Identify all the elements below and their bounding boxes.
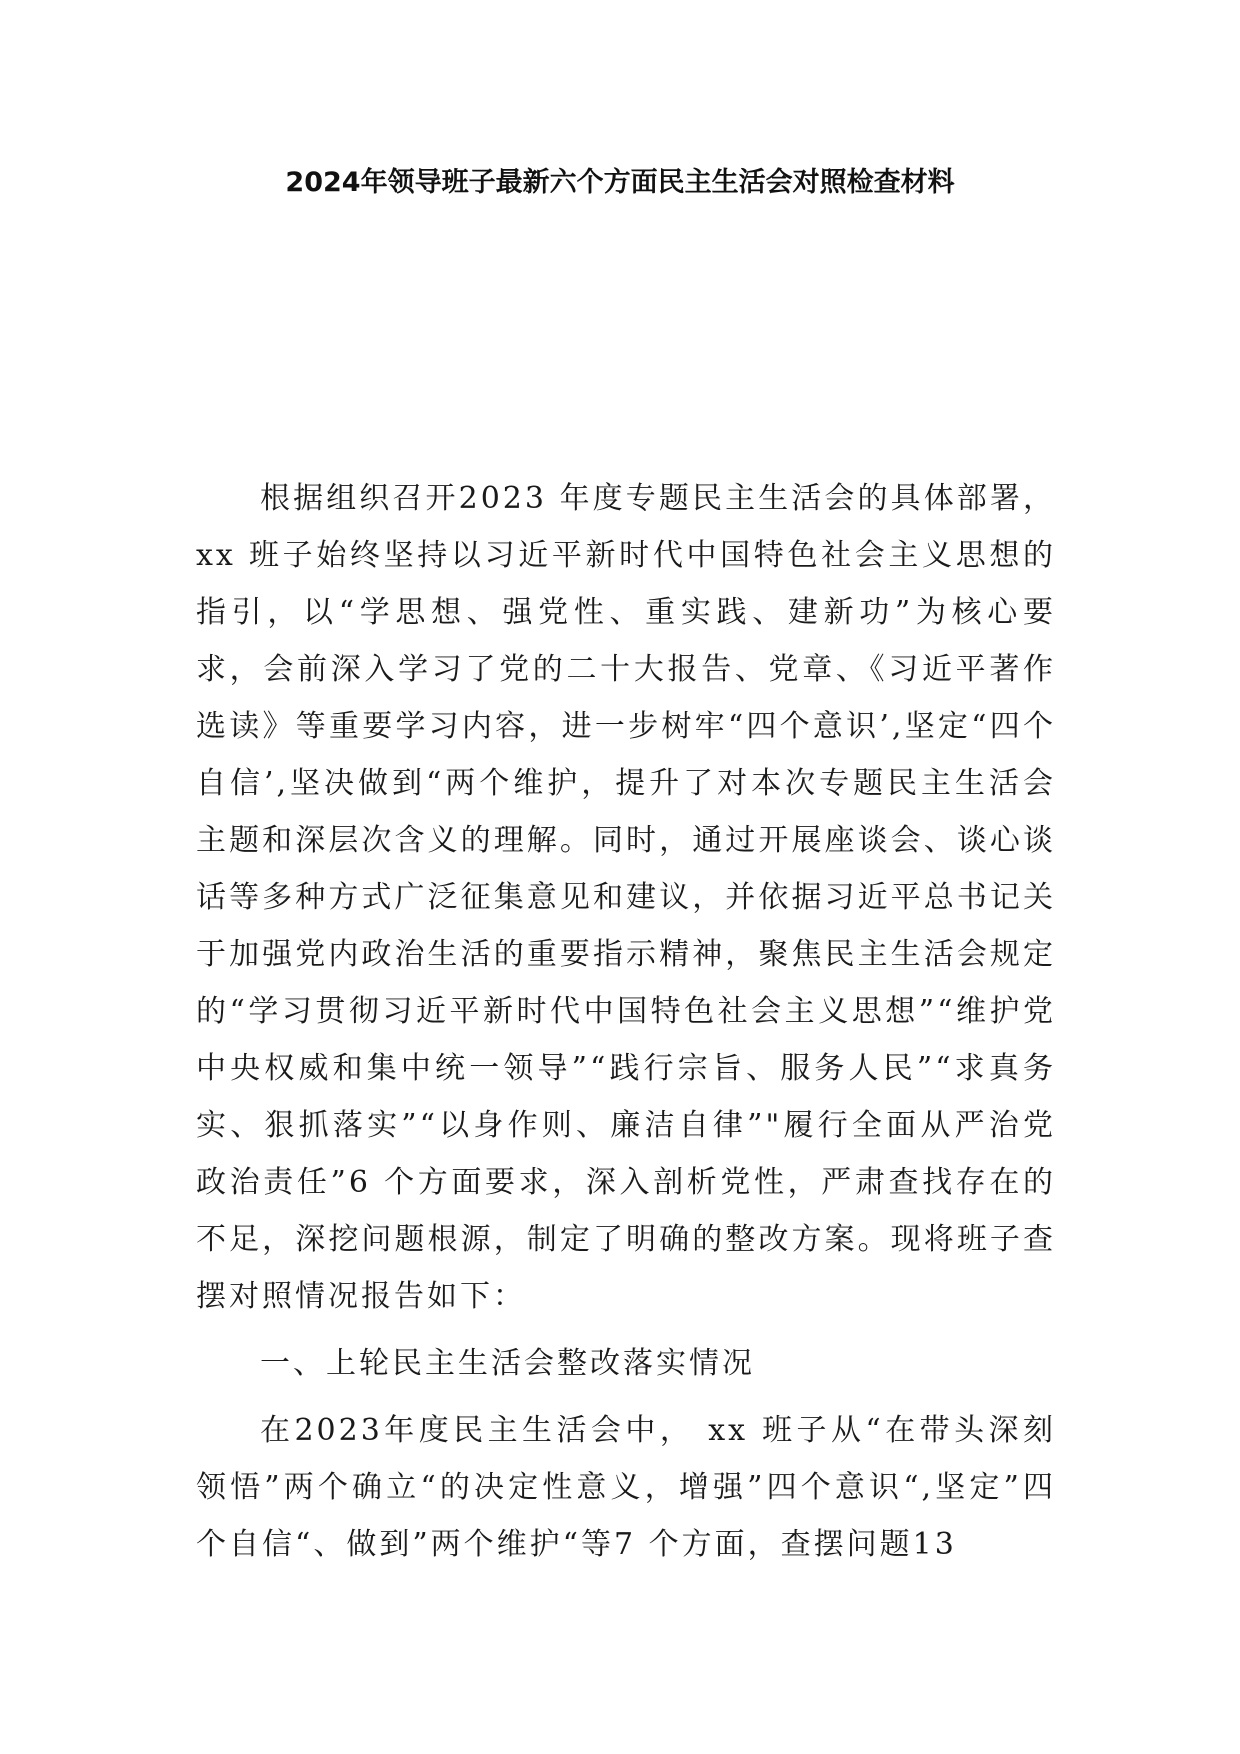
document-title: 2024年领导班子最新六个方面民主生活会对照检查材料 bbox=[285, 167, 955, 198]
section-paragraph: 在2023年度民主生活会中， xx 班子从“在带头深刻领悟”两个确立“的决定性意义，增强”四个意识“,坚定”四个自信“、做到”两个维护“等7 个方面，查摆问题13 bbox=[196, 1413, 1056, 1562]
intro-paragraph: 根据组织召开2023 年度专题民主生活会的具体部署，xx 班子始终坚持以习近平新时代中国特色社会主义思想的指引，以“学思想、强党性、重实践、建新功”为核心要求，会前深入学习了党的二十大报告、党章、《习近平著作选读》等重要学习内容，进一步树牢“四个意识’,坚定“四个自信’,坚决做到“两个维护，提升了对本次专题民主生活会主题和深层次含义的理解。同时，通过开展座谈会、谈心谈话等多种方式广泛征集意见和建议，并依据习近平总书记关于加强党内政治生活的重要指示精神，聚焦民主生活会规定的“学习贯彻习近平新时代中国特色社会主义思想”“维护党中央权威和集中统一领导”“践行宗旨、服务人民”“求真务实、狠抓落实”“以身作则、廉洁自律”"履行全面从严治党政治责任”6 个方面要求，深入剖析党性，严肃查找存在的不足，深挖问题根源，制定了明确的整改方案。现将班子查摆对照情况报告如下： bbox=[196, 481, 1056, 1314]
section-heading: 一、上轮民主生活会整改落实情况 bbox=[260, 1346, 755, 1381]
document-body bbox=[196, 470, 1056, 1573]
